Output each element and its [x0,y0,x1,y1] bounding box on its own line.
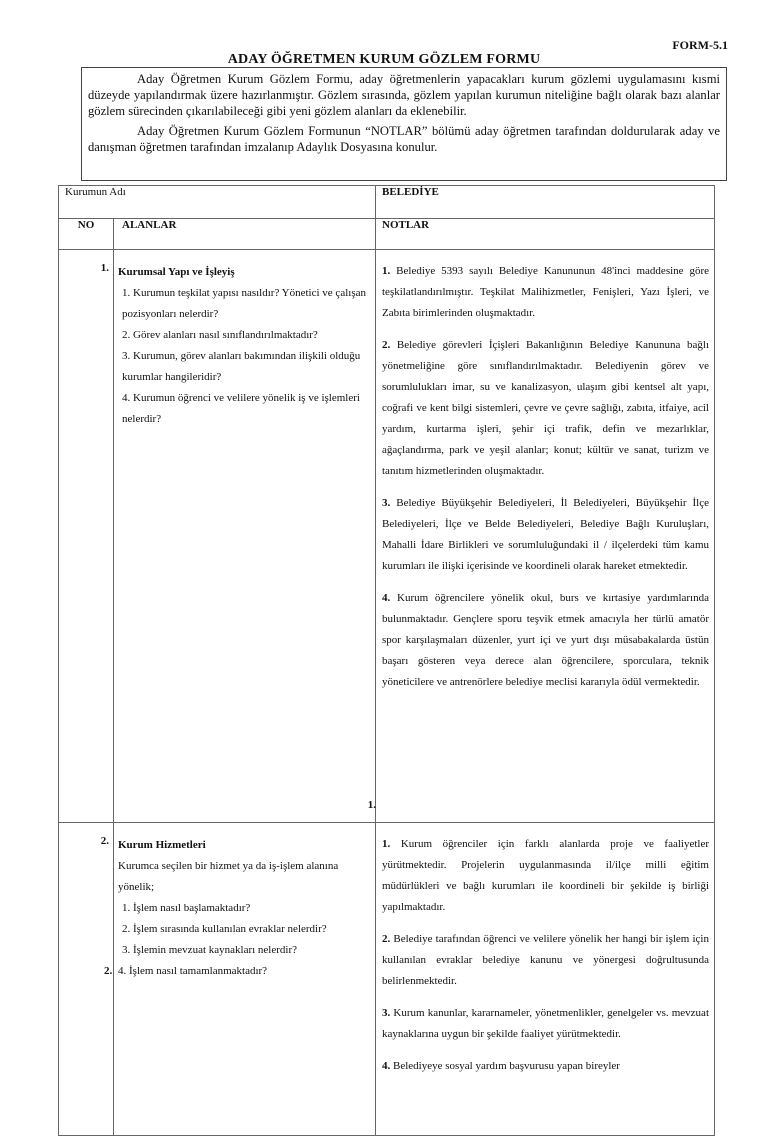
note-text: Kurum öğrencilere yönelik okul, burs ve kırtasiye yardımlarında bulunmaktadır. Gençlere sporu teşvik etmek amacıyla her türlü amatör spor karşılaşmaları düzenler, yurt içi ve yurt dışı müsabakalarda üstün başarı gösteren veya derece alan öğrencilere, sporculara, teknik yöneticilere ve antrenörlere belediye meclisi kararıyla ödül vermektedir. [382,592,710,688]
note-item [382,834,709,918]
question-item: 1. İşlem nasıl başlamaktadır? [122,902,251,914]
area-title: Kurum Hizmetleri [118,839,206,851]
header-row [59,219,715,250]
note-number: 2. [382,339,391,351]
observation-table [58,185,715,1136]
row-number: 1. [59,250,114,823]
intro-paragraph-1: Aday Öğretmen Kurum Gözlem Formu, aday öğretmenlerin yapacakları kurum gözlemi uygulamasını kısmi düzeyde yapılandırmak üzere hazırlanmıştır. Gözlem sırasında, gözlem yapılan kurumun niteliğine bağlı olarak bazı alanlar gözlem sürecinden çıkarılabileceği gibi yeni gözlem alanları da eklenebilir. [88,72,720,118]
note-text: Belediye tarafından öğrenci ve velilere yönelik her hangi bir işlem için kullanılan evraklar belediye kanunu ve yönergesi doğrultusunda belirlenmektedir. [382,933,709,987]
note-item [382,1003,709,1045]
note-text: Kurum kanunlar, kararnameler, yönetmenlikler, genelgeler vs. mevzuat kaynaklarına uygun bir şekilde faaliyet yürütmektedir. [382,1007,709,1040]
note-item [382,335,709,482]
table-row [59,823,715,1136]
question-item [104,961,367,982]
row-marker: 1. [367,799,376,811]
note-number: 3. [382,497,391,509]
form-id: FORM-5.1 [672,38,728,52]
note-item [382,493,709,577]
note-text: Belediyeye sosyal yardım başvurusu yapan bireyler [393,1060,620,1072]
note-number: 3. [382,1007,391,1019]
areas-cell [104,823,376,1136]
note-text: Belediye 5393 sayılı Belediye Kanununun 48'inci maddesine göre teşkilatlandırılmıştır. Teşkilat Malihizmetler, Fenişleri, Yazı İşleri, ve Zabıta birimlerinden oluşmaktadır. [382,265,709,319]
question-item: 3. İşlemin mevzuat kaynakları nelerdir? [122,944,298,956]
header-notes: NOTLAR [376,219,715,250]
note-text: Belediye Büyükşehir Belediyeleri, İl Belediyeleri, Büyükşehir İlçe Belediyeleri, İlçe ve Belde Belediyeleri, Belediye Bağlı Kuruluşları, Mahalli İdare Birlikleri ve sorumluluğundaki il / ilçelerdeki tüm kamu kurumları ile ilişki içerisinde ve koordineli olarak hareket etmektedir. [382,497,709,572]
institution-value[interactable]: BELEDİYE [376,186,715,219]
header-areas: ALANLAR [114,219,376,250]
note-item [382,929,709,992]
question-text: 4. İşlem nasıl tamamlanmaktadır? [118,965,268,977]
institution-label: Kurumun Adı [59,186,376,219]
note-item [382,588,709,693]
note-item [382,261,709,324]
table-row [59,250,715,823]
question-item: 1. Kurumun teşkilat yapısı nasıldır? Yönetici ve çalışan pozisyonları nelerdir? [122,287,366,320]
area-title: Kurumsal Yapı ve İşleyiş [118,266,235,278]
note-number: 1. [382,838,391,850]
question-item: 2. Görev alanları nasıl sınıflandırılmaktadır? [122,329,318,341]
page-title: ADAY ÖĞRETMEN KURUM GÖZLEM FORMU [227,52,541,67]
header-no: NO [59,219,114,250]
note-number: 2. [382,933,391,945]
note-number: 4. [382,1060,391,1072]
intro-box [81,67,727,181]
notes-cell[interactable] [376,823,715,1136]
note-item [382,1056,709,1077]
institution-row [59,186,715,219]
notes-cell[interactable] [376,250,715,823]
note-text: Kurum öğrenciler için farklı alanlarda proje ve faaliyetler yürütmektedir. Projelerin uygulanmasında il/ilçe milli eğitim müdürlükleri ve bağlı kurumları ile koordineli bir şekilde iş birliği yapılmaktadır. [382,838,710,913]
question-item: 4. Kurumun öğrenci ve velilere yönelik iş ve işlemleri nelerdir? [122,392,360,425]
intro-paragraph-2: Aday Öğretmen Kurum Gözlem Formunun “NOTLAR” bölümü aday öğretmen tarafından doldurularak aday ve danışman öğretmen tarafından imzalanıp Adaylık Dosyasına konulur. [88,124,720,155]
question-item: 2. İşlem sırasında kullanılan evraklar nelerdir? [122,923,327,935]
area-lead: Kurumca seçilen bir hizmet ya da iş-işlem alanına yönelik; [118,860,339,893]
areas-cell [114,250,376,823]
row-marker: 2. [104,965,113,977]
question-item: 3. Kurumun, görev alanları bakımından ilişkili olduğu kurumlar hangileridir? [122,350,361,383]
note-text: Belediye görevleri İçişleri Bakanlığının Belediye Kanununa bağlı yönetmeliğine göre sınıflandırılmaktadır. Belediyenin görev ve sorumlulukları imar, su ve kanalizasyon, ulaşım gibi kentsel alt yapı, coğrafi ve kent bilgi sistemleri, çevre ve çevre sağlığı, zabıta, itfaiye, acil yardım, kurtarma işleri, şehir içi trafik, defin ve mezarlıklar, ağaçlandırma, park ve yeşil alanlar; konut; kültür ve sanat, turizm ve tanıtım hizmetlerinden oluşmaktadır. [382,339,710,477]
note-number: 1. [382,265,391,277]
note-number: 4. [382,592,391,604]
row-number: 2. [59,823,114,1136]
